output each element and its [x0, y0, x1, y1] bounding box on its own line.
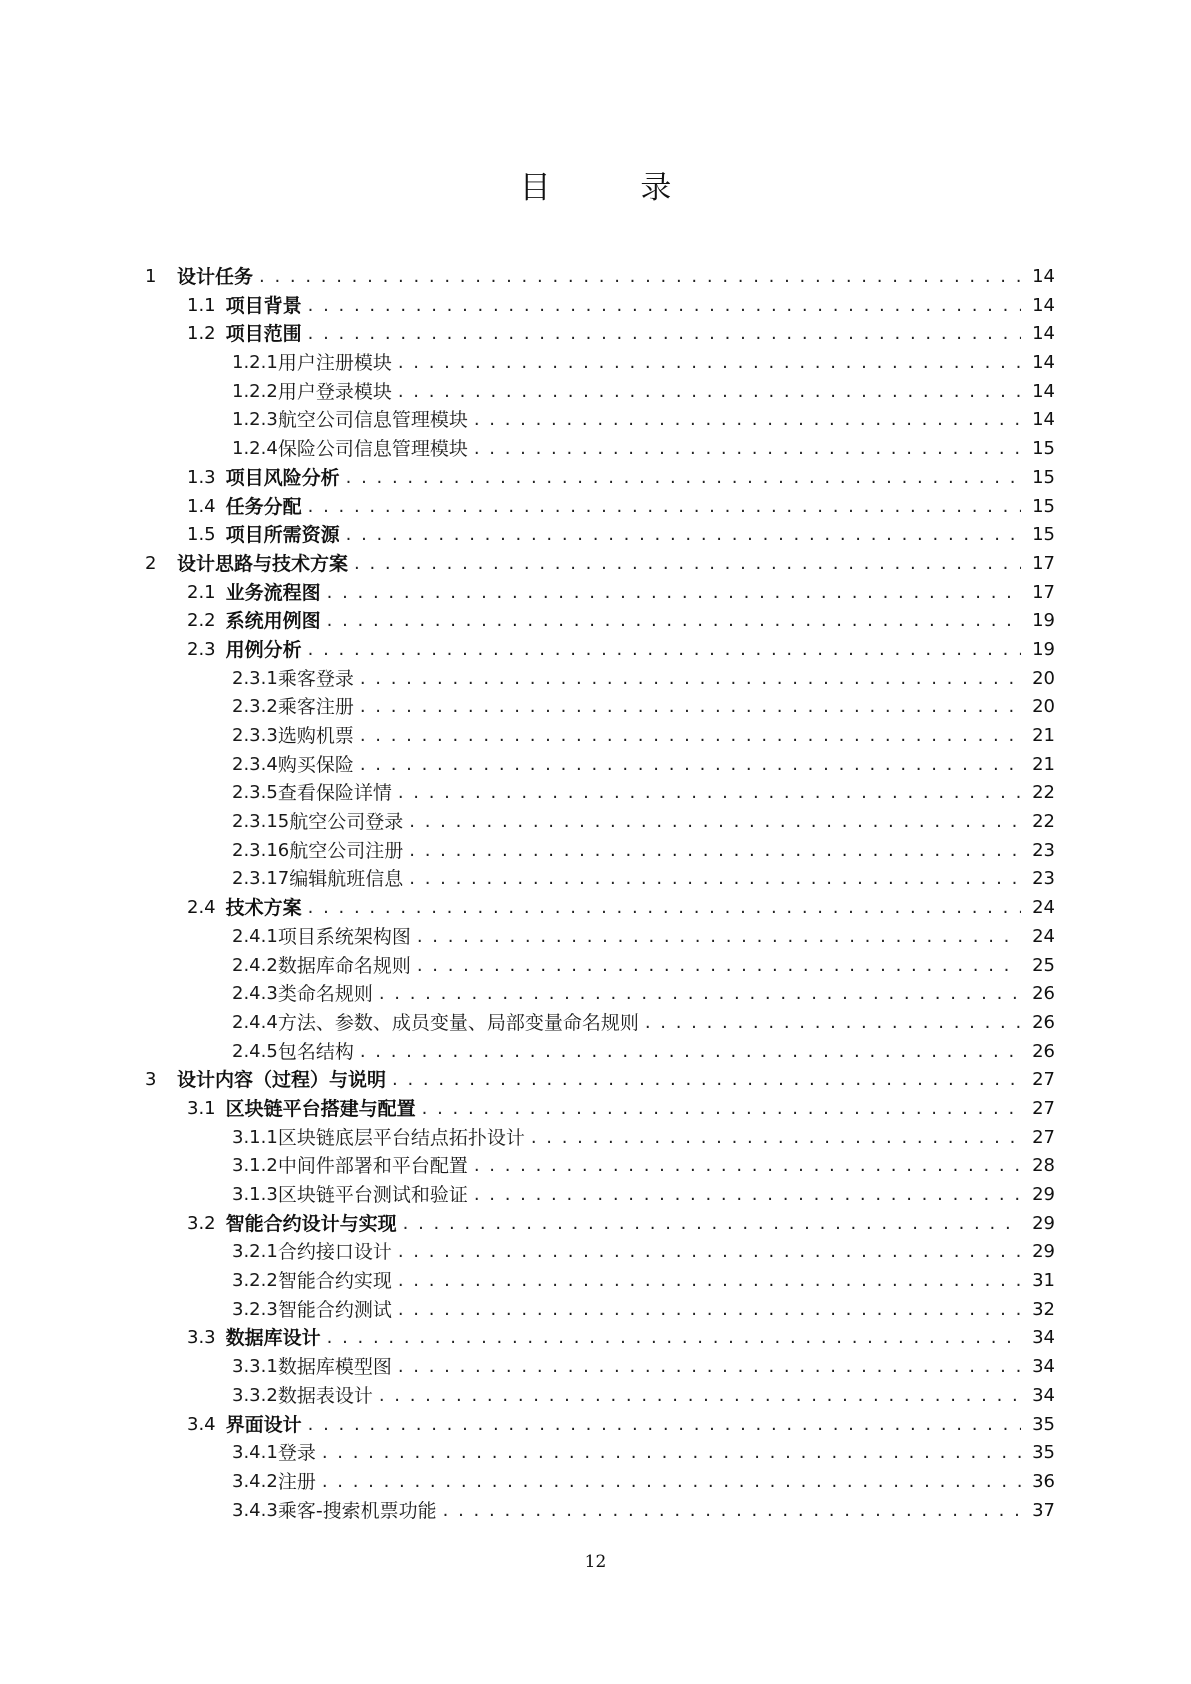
toc-entry-title: 方法、参数、成员变量、局部变量命名规则	[277, 1011, 639, 1034]
dot-leader	[322, 1468, 1021, 1497]
toc-entry[interactable]	[0, 406, 1191, 435]
toc-entry[interactable]	[0, 751, 1191, 780]
toc-entry-number: 1.5	[187, 524, 216, 546]
toc-entry[interactable]	[0, 493, 1191, 522]
dot-leader	[422, 1095, 1021, 1124]
toc-entry-number: 2.3.3	[232, 725, 278, 746]
toc-entry-page: 36	[1032, 1470, 1055, 1492]
dot-leader	[409, 865, 1021, 894]
toc-entry-title: 航空公司登录	[289, 811, 404, 834]
toc-entry-page: 24	[1032, 897, 1055, 919]
dot-leader	[443, 1497, 1021, 1526]
toc-entry[interactable]	[0, 1038, 1191, 1067]
toc-entry[interactable]	[0, 607, 1191, 636]
toc-entry[interactable]	[0, 980, 1191, 1009]
toc-entry-number: 3.1.2	[232, 1155, 278, 1177]
toc-entry-title: 乘客登录	[277, 667, 354, 690]
toc-entry-title: 用户登录模块	[277, 380, 392, 403]
dot-leader	[360, 722, 1021, 751]
toc-entry-title: 航空公司信息管理模块	[277, 409, 468, 432]
toc-entry-number: 2.3	[187, 638, 216, 660]
toc-entry-number: 2.3.15	[232, 811, 290, 833]
toc-entry-number: 2.4	[187, 897, 216, 919]
toc-entry[interactable]	[0, 1152, 1191, 1181]
toc-entry[interactable]	[0, 1267, 1191, 1296]
dot-leader	[360, 1038, 1021, 1067]
toc-entry-number: 2.4.1	[232, 925, 278, 947]
dot-leader	[308, 493, 1021, 522]
toc-entry-page: 26	[1032, 1011, 1055, 1033]
toc-entry-page: 28	[1032, 1155, 1055, 1177]
dot-leader	[645, 1009, 1021, 1038]
toc-entry-number: 2.3.1	[232, 667, 278, 689]
toc-entry-number: 2.4.5	[232, 1040, 278, 1062]
toc-entry-number: 3.3	[187, 1327, 216, 1349]
toc-entry-page: 29	[1032, 1212, 1055, 1234]
toc-entry-page: 19	[1032, 638, 1055, 660]
toc-entry[interactable]	[0, 693, 1191, 722]
dot-leader	[360, 751, 1021, 780]
toc-entry-page: 20	[1032, 696, 1055, 718]
toc-entry-page: 14	[1032, 266, 1055, 287]
toc-entry-title: 乘客注册	[277, 696, 354, 719]
toc-entry[interactable]	[0, 636, 1191, 665]
toc-entry-title: 区块链平台搭建与配置	[225, 1097, 416, 1120]
dot-leader	[308, 894, 1021, 923]
toc-entry-title: 数据库模型图	[277, 1356, 392, 1379]
toc-entry-title: 包名结构	[277, 1040, 354, 1063]
toc-entry[interactable]	[0, 894, 1191, 923]
toc-entry-title: 数据库设计	[225, 1327, 321, 1350]
dot-leader	[392, 1066, 1021, 1095]
toc-entry-number: 3.2.1	[232, 1241, 278, 1263]
toc-entry-page: 23	[1032, 839, 1055, 861]
dot-leader	[308, 1411, 1021, 1440]
toc-entry-number: 2.3.5	[232, 782, 278, 804]
dot-leader	[398, 378, 1021, 407]
dot-leader	[360, 665, 1021, 694]
toc-entry-title: 数据库命名规则	[277, 954, 411, 977]
toc-entry-title: 智能合约测试	[277, 1298, 392, 1321]
toc-entry[interactable]	[0, 923, 1191, 952]
toc-entry-number: 2.3.17	[232, 868, 290, 890]
toc-entry-title: 项目系统架构图	[277, 925, 411, 948]
toc-entry[interactable]	[0, 1411, 1191, 1440]
dot-leader	[398, 349, 1021, 378]
toc-entry-title: 选购机票	[277, 725, 354, 747]
toc-entry-number: 3.1.1	[232, 1126, 278, 1148]
toc-entry-page: 14	[1032, 323, 1055, 345]
toc-entry-number: 3.2.2	[232, 1270, 278, 1292]
toc-entry-page: 14	[1032, 380, 1055, 402]
toc-entry-page: 19	[1032, 610, 1055, 632]
toc-entry[interactable]	[0, 550, 1191, 579]
toc-entry-title: 系统用例图	[225, 610, 321, 633]
dot-leader	[354, 550, 1021, 579]
toc-entry-number: 2.3.2	[232, 696, 278, 718]
toc-entry-page: 17	[1032, 552, 1055, 574]
toc-entry-page: 32	[1032, 1298, 1055, 1320]
toc-entry[interactable]	[0, 1238, 1191, 1267]
toc-entry-number: 3.3.2	[232, 1384, 278, 1406]
toc-entry[interactable]	[0, 292, 1191, 321]
toc-entry-title: 设计思路与技术方案	[177, 552, 349, 575]
page-number: 12	[584, 1552, 607, 1572]
toc-entry-page: 15	[1032, 524, 1055, 546]
toc-entry-page: 27	[1032, 1097, 1055, 1119]
page-title: 目 录	[519, 170, 712, 206]
toc-entry-page: 24	[1032, 925, 1055, 947]
toc-entry-number: 3.1.3	[232, 1184, 278, 1205]
toc-entry[interactable]	[0, 464, 1191, 493]
toc-entry-number: 3	[145, 1069, 157, 1091]
toc-entry[interactable]	[0, 1353, 1191, 1382]
dot-leader	[322, 1439, 1021, 1468]
toc-entry-number: 1.2.2	[232, 380, 278, 402]
toc-entry-number: 3.2	[187, 1212, 216, 1234]
toc-entry-title: 数据表设计	[277, 1384, 373, 1407]
toc-entry[interactable]	[0, 1468, 1191, 1497]
toc-entry[interactable]	[0, 1095, 1191, 1124]
toc-entry-title: 用例分析	[225, 638, 302, 661]
toc-entry-page: 26	[1032, 983, 1055, 1005]
toc-entry-number: 1.1	[187, 294, 216, 316]
toc-entry-number: 2.2	[187, 610, 216, 632]
dot-leader	[403, 1210, 1021, 1239]
toc-entry-title: 项目背景	[225, 294, 302, 317]
toc-entry[interactable]	[0, 865, 1191, 894]
toc-entry[interactable]	[0, 722, 1191, 751]
dot-leader	[379, 1382, 1021, 1411]
toc-entry-number: 2	[145, 552, 157, 574]
toc-entry-title: 任务分配	[225, 495, 302, 518]
toc-entry-title: 查看保险详情	[277, 782, 392, 805]
toc-entry[interactable]	[0, 665, 1191, 694]
dot-leader	[417, 952, 1021, 981]
toc-entry-title: 航空公司注册	[289, 839, 404, 862]
toc-entry-title: 智能合约设计与实现	[225, 1212, 397, 1235]
toc-entry[interactable]	[0, 1181, 1191, 1210]
toc-entry-page: 35	[1032, 1413, 1055, 1435]
toc-entry-number: 2.4.3	[232, 983, 278, 1005]
toc-entry[interactable]	[0, 1296, 1191, 1325]
dot-leader	[417, 923, 1021, 952]
toc-entry[interactable]	[0, 349, 1191, 378]
dot-leader	[308, 320, 1021, 349]
toc-entry-title: 乘客-搜索机票功能	[277, 1499, 437, 1522]
toc-entry-number: 1.2.3	[232, 409, 278, 431]
toc-entry[interactable]	[0, 579, 1191, 608]
dot-leader	[327, 607, 1021, 636]
dot-leader	[346, 464, 1021, 493]
toc-entry-number: 3.4.2	[232, 1470, 278, 1492]
toc-entry-page: 14	[1032, 294, 1055, 316]
toc-entry-page: 15	[1032, 495, 1055, 517]
toc-entry-page: 21	[1032, 725, 1055, 746]
toc-entry-page: 37	[1032, 1499, 1055, 1521]
toc-entry[interactable]	[0, 1009, 1191, 1038]
toc-entry-number: 3.3.1	[232, 1356, 278, 1378]
toc-entry[interactable]	[0, 808, 1191, 837]
toc-entry[interactable]	[0, 435, 1191, 464]
toc-entry-page: 34	[1032, 1384, 1055, 1406]
toc-entry[interactable]	[0, 378, 1191, 407]
toc-entry-page: 29	[1032, 1241, 1055, 1263]
toc-entry-number: 1.2	[187, 323, 216, 345]
toc-entry-number: 2.3.16	[232, 839, 290, 861]
toc-entry[interactable]	[0, 1497, 1191, 1526]
toc-entry-number: 3.4	[187, 1413, 216, 1435]
toc-entry[interactable]	[0, 320, 1191, 349]
toc-entry-page: 34	[1032, 1327, 1055, 1349]
dot-leader	[327, 1324, 1021, 1353]
toc-entry-page: 22	[1032, 782, 1055, 804]
dot-leader	[259, 263, 1021, 292]
toc-entry[interactable]	[0, 952, 1191, 981]
dot-leader	[409, 837, 1021, 866]
toc-entry-title: 登录	[277, 1442, 316, 1465]
toc-entry[interactable]	[0, 1124, 1191, 1153]
toc-entry-page: 26	[1032, 1040, 1055, 1062]
toc-entry[interactable]	[0, 837, 1191, 866]
toc-entry-number: 2.4.4	[232, 1011, 278, 1033]
toc-entry[interactable]	[0, 779, 1191, 808]
toc-entry-number: 1.2.4	[232, 438, 278, 460]
dot-leader	[346, 521, 1021, 550]
toc-entry-page: 14	[1032, 352, 1055, 374]
toc-entry-title: 项目范围	[225, 323, 302, 346]
toc-entry-page: 17	[1032, 581, 1055, 603]
toc-entry-page: 25	[1032, 954, 1055, 976]
table-of-contents	[0, 263, 1191, 1525]
toc-entry-page: 21	[1032, 753, 1055, 775]
toc-entry-page: 35	[1032, 1442, 1055, 1464]
toc-entry-number: 3.4.1	[232, 1442, 278, 1464]
toc-entry-title: 类命名规则	[277, 983, 373, 1006]
toc-entry-page: 31	[1032, 1270, 1055, 1292]
dot-leader	[474, 1181, 1021, 1210]
toc-entry-number: 3.2.3	[232, 1298, 278, 1320]
toc-entry-page: 34	[1032, 1356, 1055, 1378]
toc-entry-title: 保险公司信息管理模块	[277, 438, 468, 461]
toc-entry[interactable]	[0, 1324, 1191, 1353]
toc-entry-title: 界面设计	[225, 1413, 302, 1436]
dot-leader	[398, 1238, 1021, 1267]
toc-entry-number: 3.1	[187, 1097, 216, 1119]
dot-leader	[379, 980, 1021, 1009]
toc-entry-page: 27	[1032, 1126, 1055, 1148]
toc-entry[interactable]	[0, 263, 1191, 292]
toc-entry[interactable]	[0, 521, 1191, 550]
toc-entry-number: 3.4.3	[232, 1499, 278, 1521]
toc-entry-page: 23	[1032, 868, 1055, 890]
toc-entry-page: 27	[1032, 1069, 1055, 1091]
toc-entry-title: 项目所需资源	[225, 524, 340, 547]
toc-entry-title: 编辑航班信息	[289, 868, 404, 891]
toc-entry-number: 1.3	[187, 466, 216, 488]
dot-leader	[308, 292, 1021, 321]
toc-entry-page: 15	[1032, 438, 1055, 460]
toc-entry-number: 2.3.4	[232, 753, 278, 775]
dot-leader	[398, 1267, 1021, 1296]
toc-entry-number: 1.2.1	[232, 352, 278, 374]
toc-entry-page: 14	[1032, 409, 1055, 431]
toc-entry-title: 购买保险	[277, 753, 354, 776]
toc-entry-title: 中间件部署和平台配置	[277, 1155, 468, 1178]
toc-entry-number: 2.4.2	[232, 954, 278, 976]
toc-entry[interactable]	[0, 1382, 1191, 1411]
toc-entry[interactable]	[0, 1439, 1191, 1468]
dot-leader	[398, 1353, 1021, 1382]
toc-entry-title: 用户注册模块	[277, 352, 392, 375]
toc-entry-page: 29	[1032, 1184, 1055, 1205]
toc-entry-title: 设计内容（过程）与说明	[177, 1069, 387, 1092]
dot-leader	[474, 1152, 1021, 1181]
dot-leader	[308, 636, 1021, 665]
toc-entry-page: 22	[1032, 811, 1055, 833]
toc-entry-title: 业务流程图	[225, 581, 321, 604]
dot-leader	[398, 779, 1021, 808]
toc-entry[interactable]	[0, 1210, 1191, 1239]
toc-entry-number: 1.4	[187, 495, 216, 517]
toc-entry-title: 设计任务	[177, 266, 254, 288]
toc-entry-title: 合约接口设计	[277, 1241, 392, 1264]
toc-entry-title: 区块链底层平台结点拓扑设计	[277, 1126, 525, 1149]
toc-entry-page: 20	[1032, 667, 1055, 689]
toc-entry-title: 项目风险分析	[225, 466, 340, 489]
toc-entry-title: 注册	[277, 1470, 316, 1493]
dot-leader	[398, 1296, 1021, 1325]
toc-entry-number: 1	[145, 266, 157, 287]
toc-entry-title: 智能合约实现	[277, 1270, 392, 1293]
toc-entry-title: 技术方案	[225, 897, 302, 920]
dot-leader	[531, 1124, 1021, 1153]
dot-leader	[409, 808, 1021, 837]
toc-entry-page: 15	[1032, 466, 1055, 488]
toc-entry-number: 2.1	[187, 581, 216, 603]
dot-leader	[327, 579, 1021, 608]
dot-leader	[360, 693, 1021, 722]
dot-leader	[474, 406, 1021, 435]
dot-leader	[474, 435, 1021, 464]
toc-entry[interactable]	[0, 1066, 1191, 1095]
toc-entry-title: 区块链平台测试和验证	[277, 1184, 468, 1206]
